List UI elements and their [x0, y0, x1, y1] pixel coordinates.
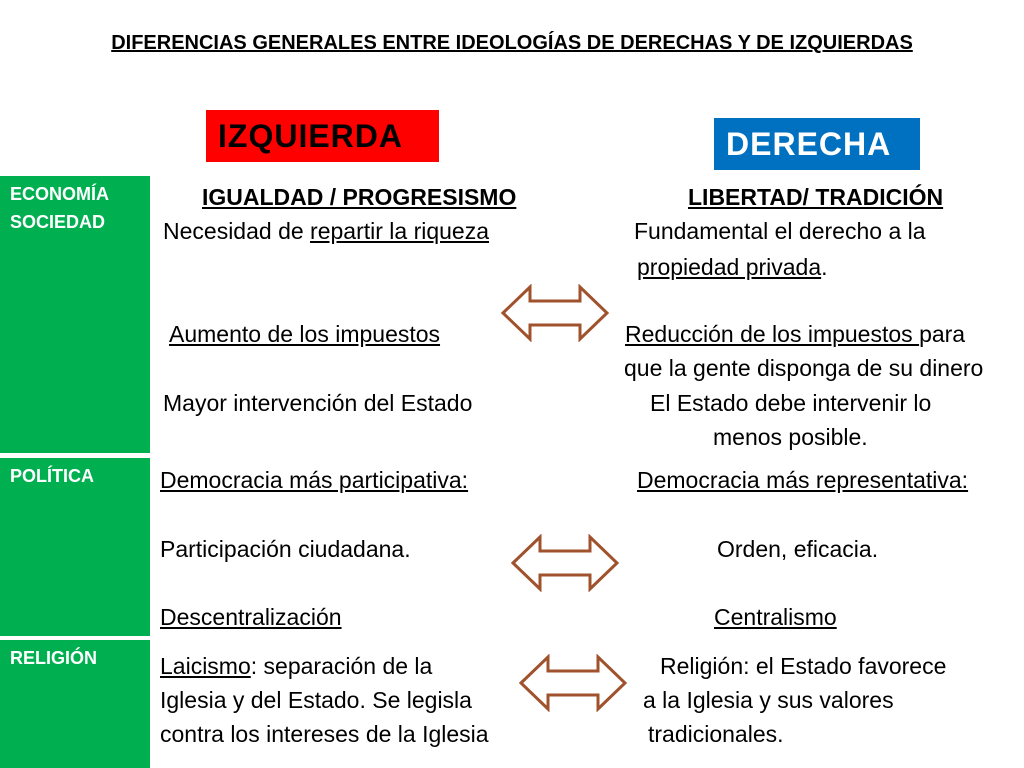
left-pol-line-1: Democracia más participativa: — [160, 467, 469, 493]
category-politica — [0, 458, 150, 636]
right-rel-line-2: a la Iglesia y sus valores — [643, 687, 894, 713]
category-religion — [0, 640, 150, 768]
page-title: DIFERENCIAS GENERALES ENTRE IDEOLOGÍAS DE DERECHAS Y DE IZQUIERDAS — [111, 32, 913, 54]
category-politica-label: POLÍTICA — [10, 466, 94, 486]
left-eco-line-2: Aumento de los impuestos — [169, 321, 441, 347]
right-rel-line-1: Religión: el Estado favorece — [660, 653, 947, 679]
category-religion-label: RELIGIÓN — [10, 648, 98, 668]
right-eco-line-1: Fundamental el derecho a la — [634, 218, 926, 244]
derecha-tag: DERECHA — [714, 118, 920, 170]
category-sociedad-label: SOCIEDAD — [10, 212, 106, 232]
left-rel-line-1: Laicismo: separación de la — [160, 653, 433, 679]
right-eco-line-6: menos posible. — [713, 424, 868, 450]
left-pol-line-2: Participación ciudadana. — [160, 536, 411, 562]
double-arrow-icon-economia — [500, 284, 610, 342]
double-arrow-icon-politica — [510, 534, 620, 592]
right-pol-line-2: Orden, eficacia. — [717, 536, 879, 562]
left-rel-line-2: Iglesia y del Estado. Se legisla — [160, 687, 472, 713]
izquierda-tag: IZQUIERDA — [206, 110, 439, 162]
double-arrow-icon-religion — [518, 654, 628, 712]
right-pol-line-3: Centralismo — [714, 604, 837, 630]
right-eco-line-3: Reducción de los impuestos para — [625, 321, 966, 347]
category-economia-sociedad — [0, 176, 150, 453]
left-heading: IGUALDAD / PROGRESISMO — [202, 184, 517, 210]
right-rel-line-3: tradicionales. — [648, 721, 784, 747]
right-eco-line-5: El Estado debe intervenir lo — [650, 390, 932, 416]
right-heading: LIBERTAD/ TRADICIÓN — [688, 184, 944, 210]
right-pol-line-1: Democracia más representativa: — [637, 467, 969, 493]
left-eco-line-3: Mayor intervención del Estado — [163, 390, 473, 416]
left-pol-line-3: Descentralización — [160, 604, 342, 630]
left-rel-line-3: contra los intereses de la Iglesia — [160, 721, 489, 747]
right-eco-line-4: que la gente disponga de su dinero — [624, 355, 984, 381]
category-economia-label: ECONOMÍA — [10, 184, 109, 204]
left-eco-line-1: Necesidad de repartir la riqueza — [163, 218, 490, 244]
right-eco-line-2: propiedad privada. — [637, 254, 828, 280]
